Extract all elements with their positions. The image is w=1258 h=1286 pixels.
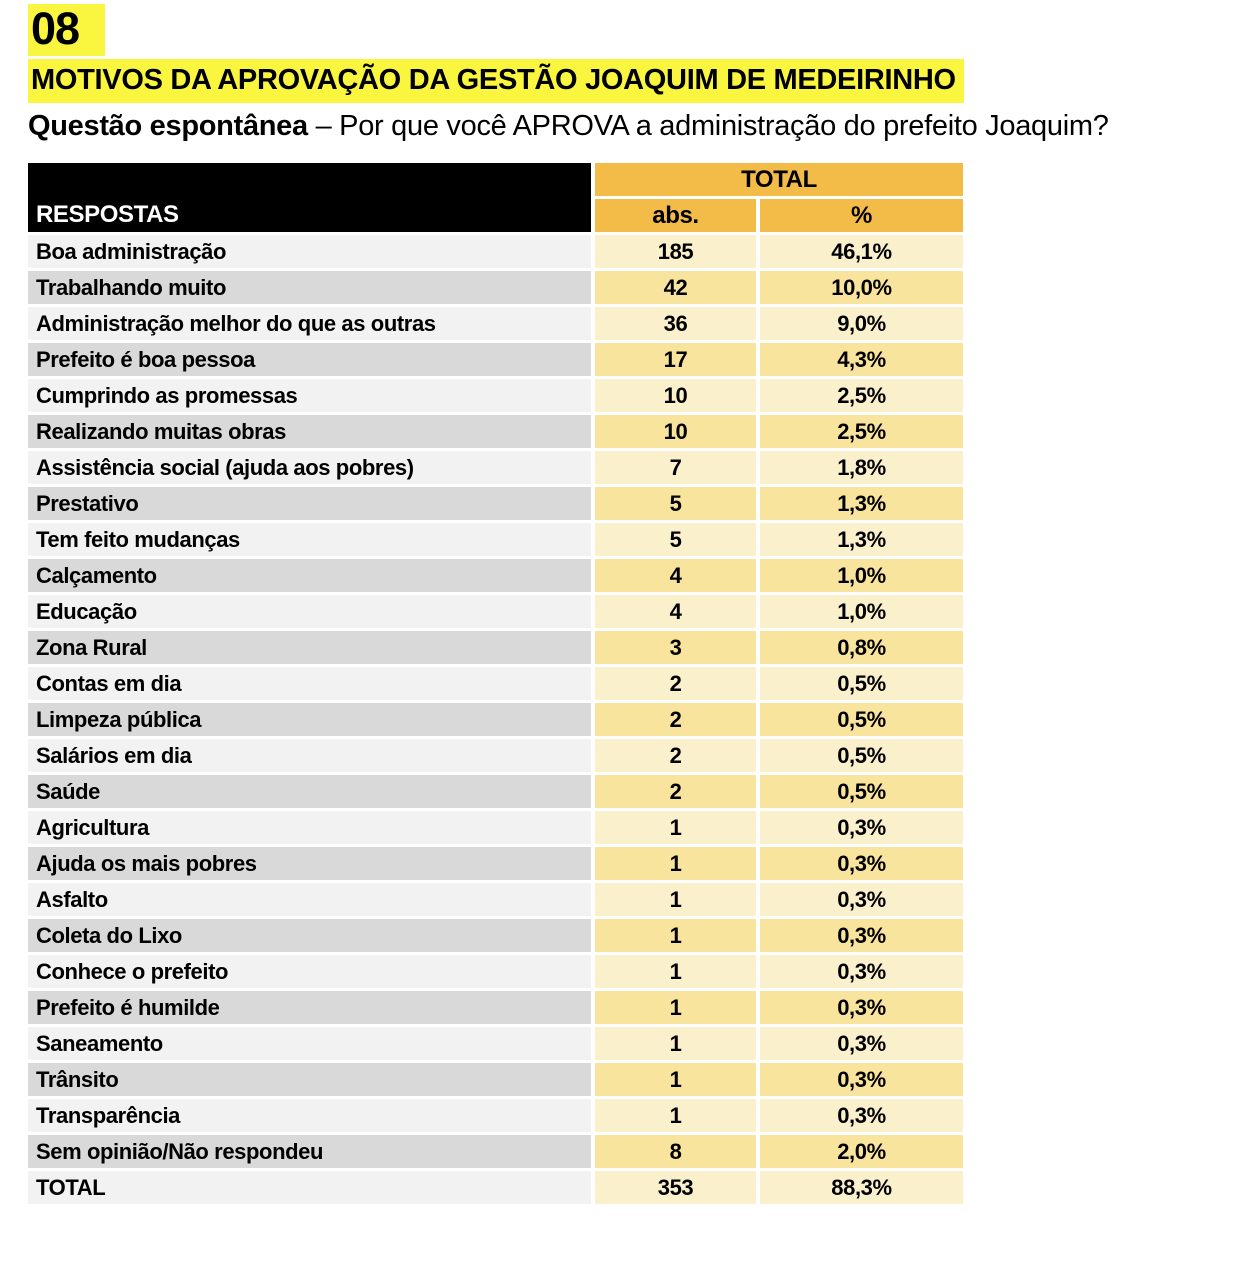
cell-abs: 7 [595, 451, 756, 484]
table-row [28, 667, 963, 700]
cell-pct: 1,0% [760, 595, 963, 628]
question-label: Questão espontânea [28, 109, 308, 142]
cell-label: Calçamento [28, 559, 591, 592]
table-row [28, 739, 963, 772]
table-row [28, 1135, 963, 1168]
table-row [28, 235, 963, 268]
cell-abs: 1 [595, 1027, 756, 1060]
cell-abs: 1 [595, 955, 756, 988]
results-table [24, 160, 967, 1207]
cell-pct: 2,5% [760, 415, 963, 448]
cell-pct: 0,3% [760, 1027, 963, 1060]
cell-abs: 8 [595, 1135, 756, 1168]
cell-abs: 10 [595, 415, 756, 448]
cell-pct: 46,1% [760, 235, 963, 268]
cell-label: Salários em dia [28, 739, 591, 772]
cell-label: Trabalhando muito [28, 271, 591, 304]
table-row [28, 955, 963, 988]
cell-abs: 2 [595, 739, 756, 772]
cell-pct: 0,3% [760, 1099, 963, 1132]
cell-label: Sem opinião/Não respondeu [28, 1135, 591, 1168]
cell-label: Transparência [28, 1099, 591, 1132]
cell-pct: 0,5% [760, 775, 963, 808]
cell-abs: 2 [595, 775, 756, 808]
cell-pct: 1,3% [760, 487, 963, 520]
cell-pct: 88,3% [760, 1171, 963, 1204]
table-row [28, 847, 963, 880]
table-row [28, 775, 963, 808]
cell-label: Educação [28, 595, 591, 628]
table-row [28, 811, 963, 844]
cell-abs: 3 [595, 631, 756, 664]
cell-abs: 1 [595, 811, 756, 844]
cell-label: Ajuda os mais pobres [28, 847, 591, 880]
cell-abs: 4 [595, 559, 756, 592]
cell-pct: 0,3% [760, 955, 963, 988]
cell-pct: 0,3% [760, 811, 963, 844]
cell-abs: 1 [595, 883, 756, 916]
cell-pct: 0,3% [760, 919, 963, 952]
cell-label: Cumprindo as promessas [28, 379, 591, 412]
question-line [28, 108, 1258, 146]
header-cell-respostas: RESPOSTAS [28, 163, 591, 232]
table-row [28, 631, 963, 664]
cell-label: Boa administração [28, 235, 591, 268]
table-row [28, 307, 963, 340]
cell-abs: 1 [595, 847, 756, 880]
cell-label: TOTAL [28, 1171, 591, 1204]
cell-label: Tem feito mudanças [28, 523, 591, 556]
cell-abs: 1 [595, 919, 756, 952]
table-row [28, 1027, 963, 1060]
table-row [28, 1063, 963, 1096]
table-row [28, 559, 963, 592]
cell-abs: 42 [595, 271, 756, 304]
cell-pct: 2,5% [760, 379, 963, 412]
table-row [28, 487, 963, 520]
cell-pct: 0,3% [760, 883, 963, 916]
header-cell-abs: abs. [595, 199, 756, 232]
cell-abs: 4 [595, 595, 756, 628]
cell-pct: 2,0% [760, 1135, 963, 1168]
cell-abs: 1 [595, 991, 756, 1024]
cell-pct: 4,3% [760, 343, 963, 376]
table-body [28, 235, 963, 1204]
cell-abs: 10 [595, 379, 756, 412]
cell-abs: 2 [595, 667, 756, 700]
cell-abs: 5 [595, 523, 756, 556]
section-number: 08 [28, 4, 105, 56]
table-row [28, 883, 963, 916]
table-row [28, 1099, 963, 1132]
table-row [28, 451, 963, 484]
table-row [28, 991, 963, 1024]
header-row-total [28, 163, 963, 196]
cell-abs: 353 [595, 1171, 756, 1204]
cell-abs: 2 [595, 703, 756, 736]
cell-abs: 36 [595, 307, 756, 340]
cell-label: Agricultura [28, 811, 591, 844]
table-row [28, 595, 963, 628]
cell-abs: 17 [595, 343, 756, 376]
cell-label: Realizando muitas obras [28, 415, 591, 448]
cell-label: Administração melhor do que as outras [28, 307, 591, 340]
cell-label: Coleta do Lixo [28, 919, 591, 952]
cell-abs: 1 [595, 1099, 756, 1132]
cell-pct: 0,3% [760, 847, 963, 880]
cell-label: Conhece o prefeito [28, 955, 591, 988]
cell-pct: 0,3% [760, 1063, 963, 1096]
header-cell-pct: % [760, 199, 963, 232]
question-text: – Por que você APROVA a administração do prefeito Joaquim? [307, 109, 1109, 142]
cell-pct: 0,5% [760, 739, 963, 772]
cell-pct: 9,0% [760, 307, 963, 340]
cell-label: Asfalto [28, 883, 591, 916]
cell-label: Saneamento [28, 1027, 591, 1060]
cell-label: Prestativo [28, 487, 591, 520]
cell-label: Zona Rural [28, 631, 591, 664]
cell-pct: 10,0% [760, 271, 963, 304]
table-row [28, 919, 963, 952]
cell-label: Limpeza pública [28, 703, 591, 736]
header-cell-total: TOTAL [595, 163, 963, 196]
total-row [28, 1171, 963, 1204]
cell-pct: 1,3% [760, 523, 963, 556]
cell-pct: 0,5% [760, 667, 963, 700]
table-row [28, 379, 963, 412]
cell-label: Trânsito [28, 1063, 591, 1096]
cell-abs: 5 [595, 487, 756, 520]
table-row [28, 271, 963, 304]
cell-label: Contas em dia [28, 667, 591, 700]
table-row [28, 523, 963, 556]
cell-label: Prefeito é humilde [28, 991, 591, 1024]
cell-label: Prefeito é boa pessoa [28, 343, 591, 376]
cell-label: Assistência social (ajuda aos pobres) [28, 451, 591, 484]
cell-pct: 1,8% [760, 451, 963, 484]
table-header [28, 163, 963, 232]
cell-pct: 0,5% [760, 703, 963, 736]
table-row [28, 415, 963, 448]
cell-abs: 185 [595, 235, 756, 268]
cell-label: Saúde [28, 775, 591, 808]
page-title-wrap [28, 56, 1258, 102]
table-row [28, 343, 963, 376]
cell-pct: 0,8% [760, 631, 963, 664]
cell-abs: 1 [595, 1063, 756, 1096]
cell-pct: 1,0% [760, 559, 963, 592]
table-row [28, 703, 963, 736]
page-title: MOTIVOS DA APROVAÇÃO DA GESTÃO JOAQUIM DE MEDEIRINHO [28, 59, 964, 102]
section-number-wrap [28, 4, 1258, 56]
cell-pct: 0,3% [760, 991, 963, 1024]
